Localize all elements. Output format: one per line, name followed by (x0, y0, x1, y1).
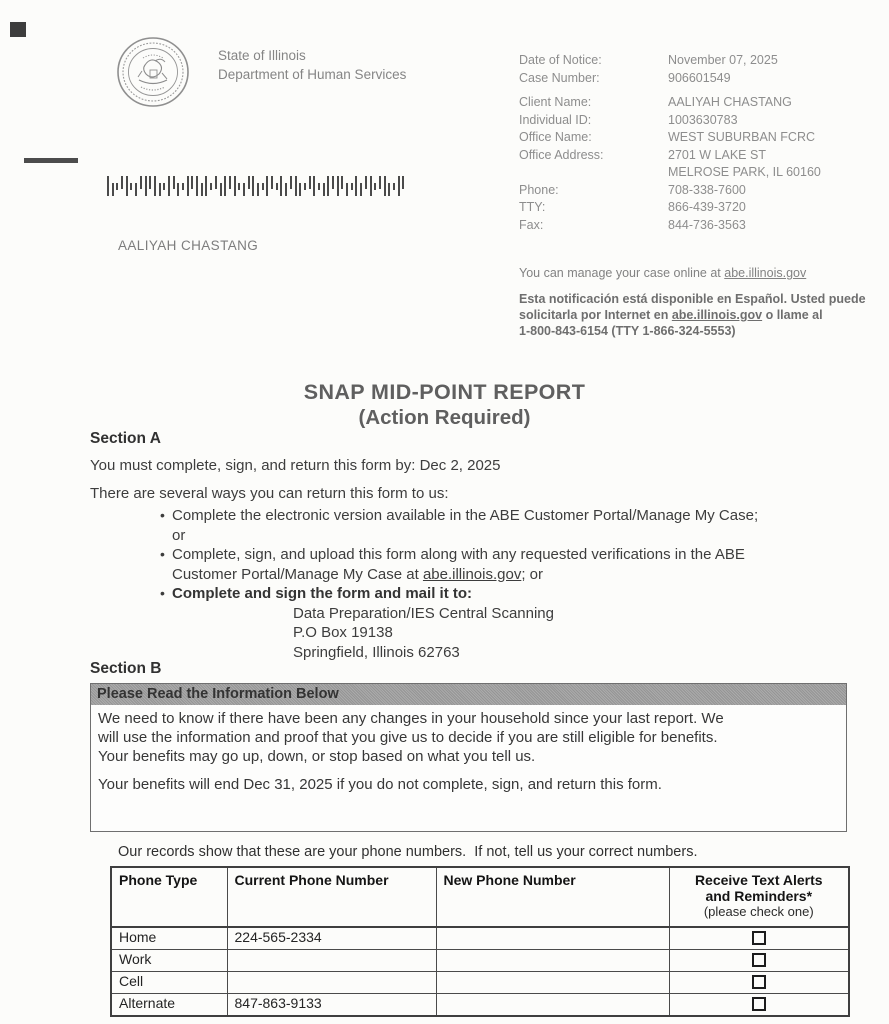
current-number-cell: 847-863-9133 (227, 994, 436, 1017)
section-a-heading: Section A (90, 430, 161, 447)
barcode-bar (398, 176, 400, 196)
header-alerts-line1: Receive Text Alerts (694, 872, 823, 888)
bullet-icon: • (160, 585, 165, 601)
notice-field-value: WEST SUBURBAN FCRC (668, 130, 816, 144)
barcode-bar (318, 183, 320, 190)
barcode-bar (374, 183, 376, 190)
notice-fields (519, 52, 889, 234)
phone-records-intro: Our records show that these are your phone numbers. If not, tell us your correct numbers. (118, 844, 698, 860)
important-info-box (90, 683, 847, 832)
header-alerts-line2: and Reminders* (705, 888, 813, 904)
text-alert-checkbox-cell (669, 927, 849, 950)
text-alert-checkbox-cell (669, 950, 849, 972)
info-box-header: Please Read the Information Below (91, 684, 846, 705)
mail-address-line: Data Preparation/IES Central Scanning (293, 604, 554, 622)
barcode-bar (309, 176, 311, 189)
text-alert-checkbox[interactable] (752, 997, 766, 1011)
barcode-bar (295, 176, 297, 196)
barcode-bar (285, 183, 287, 196)
bullet1-text (172, 506, 852, 545)
text-alert-checkbox[interactable] (752, 931, 766, 945)
manage-case-text: You can manage your case online at (519, 266, 725, 280)
info-p1-line1: We need to know if there have been any changes in your household since your last report. We (98, 710, 724, 727)
barcode-bar (145, 176, 147, 196)
bullet3-text (172, 584, 852, 662)
current-number-cell (227, 950, 436, 972)
notice-field-value: 866-439-3720 (668, 200, 746, 214)
phone-type-cell: Home (111, 927, 227, 950)
barcode-bar (252, 176, 254, 196)
spanish-line1: Esta notificación está disponible en Español. Usted puede (519, 292, 866, 306)
document-title (0, 380, 889, 430)
abe-portal-link-spanish[interactable]: abe.illinois.gov (671, 308, 763, 322)
barcode-bar (140, 176, 142, 189)
info-paragraph-1 (98, 709, 839, 766)
notice-field-row (519, 182, 889, 200)
list-item (160, 584, 852, 662)
bullet2-line1: Complete, sign, and upload this form along with any requested verifications in the ABE (172, 546, 745, 563)
barcode-bar (388, 183, 390, 196)
bullet2-text (172, 545, 852, 584)
barcode-bar (304, 183, 306, 190)
bullet1-line1: Complete the electronic version available in the ABE Customer Portal/Manage My Case; (172, 507, 759, 524)
recipient-name: AALIYAH CHASTANG (118, 238, 259, 253)
notice-field-row (519, 112, 889, 130)
mail-barcode (107, 176, 404, 196)
due-date-line: You must complete, sign, and return this form by: Dec 2, 2025 (90, 457, 501, 474)
letterhead (218, 46, 406, 84)
barcode-bar (154, 176, 156, 196)
text-alert-checkbox[interactable] (752, 975, 766, 989)
notice-field-value: November 07, 2025 (668, 53, 778, 67)
new-number-cell[interactable] (436, 927, 669, 950)
notice-field-label: Phone: (519, 182, 559, 197)
barcode-bar (290, 176, 292, 189)
barcode-bar (224, 176, 226, 196)
abe-portal-link-bullet[interactable]: abe.illinois.gov (422, 565, 522, 583)
bullet-icon: • (160, 546, 165, 562)
barcode-bar (229, 176, 231, 189)
barcode-bar (327, 176, 329, 196)
notice-field-row (519, 217, 889, 235)
barcode-bar (355, 176, 357, 196)
barcode-bar (116, 183, 118, 190)
table-header-row (111, 867, 849, 927)
barcode-bar (393, 183, 395, 190)
agency-name-line2: Department of Human Services (218, 67, 407, 82)
barcode-bar (271, 176, 273, 189)
barcode-bar (182, 183, 184, 190)
return-ways-intro: There are several ways you can return this form to us: (90, 485, 449, 502)
barcode-bar (323, 183, 325, 196)
bullet-icon: • (160, 507, 165, 523)
illinois-state-seal-icon (115, 35, 191, 109)
barcode-bar (107, 176, 109, 196)
notice-field-label: Office Name: (519, 130, 592, 144)
header-text-alerts (669, 867, 849, 927)
scan-registration-mark (10, 22, 26, 37)
notice-field-row (519, 94, 889, 112)
table-row (111, 927, 849, 950)
barcode-bar (341, 176, 343, 189)
barcode-bar (280, 176, 282, 196)
barcode-bar (243, 183, 245, 196)
barcode-bar (299, 183, 301, 196)
notice-field-label: Office Address: (519, 147, 604, 162)
notice-field-label: Date of Notice: (519, 53, 602, 67)
notice-field-value: 2701 W LAKE ST (668, 147, 766, 162)
notice-field-label: TTY: (519, 200, 546, 214)
phone-type-cell: Work (111, 950, 227, 972)
barcode-bar (210, 183, 212, 190)
barcode-bar (360, 183, 362, 196)
text-alert-checkbox[interactable] (752, 953, 766, 967)
barcode-bar (187, 176, 189, 196)
barcode-bar (168, 176, 170, 196)
notice-field-label (519, 164, 668, 182)
header-phone-type: Phone Type (111, 867, 227, 927)
barcode-bar (205, 176, 207, 196)
notice-field-row (519, 199, 889, 217)
bullet2-line2-prefix: Customer Portal/Manage My Case at (172, 565, 423, 583)
barcode-bar (220, 183, 222, 196)
spanish-line2-suffix: o llame al (762, 308, 823, 322)
notice-field-row (519, 164, 889, 182)
new-number-cell[interactable] (436, 972, 669, 994)
notice-field-row (519, 147, 889, 165)
text-alert-checkbox-cell (669, 994, 849, 1017)
barcode-bar (130, 183, 132, 190)
phone-type-cell: Alternate (111, 994, 227, 1017)
barcode-bar (196, 176, 198, 196)
barcode-bar (370, 176, 372, 196)
barcode-bar (266, 176, 268, 196)
barcode-bar (121, 176, 123, 189)
barcode-bar (234, 176, 236, 196)
barcode-bar (313, 176, 315, 196)
notice-field-label: Case Number: (519, 70, 600, 85)
bullet3-line: Complete and sign the form and mail it to: (172, 585, 473, 602)
title-line2: (Action Required) (358, 406, 531, 429)
barcode-bar (191, 176, 193, 189)
section-b-heading: Section B (90, 660, 162, 677)
barcode-bar (112, 183, 114, 196)
barcode-bar (126, 176, 128, 196)
table-row (111, 972, 849, 994)
text-alert-checkbox-cell (669, 972, 849, 994)
phone-type-cell: Cell (111, 972, 227, 994)
mail-address-line: Springfield, Illinois 62763 (293, 643, 460, 661)
scan-dash-mark (24, 158, 78, 163)
info-paragraph-2: Your benefits will end Dec 31, 2025 if you do not complete, sign, and return this form. (98, 776, 662, 793)
title-line1: SNAP MID-POINT REPORT (303, 380, 586, 404)
barcode-bar (332, 176, 334, 189)
barcode-bar (177, 183, 179, 196)
barcode-bar (173, 176, 175, 189)
bullet2-line2 (172, 565, 852, 585)
list-item (160, 545, 852, 584)
barcode-bar (248, 176, 250, 189)
notice-field-value: AALIYAH CHASTANG (668, 95, 792, 109)
barcode-bar (238, 183, 240, 190)
barcode-bar (159, 183, 161, 196)
notice-field-label: Client Name: (519, 95, 592, 109)
barcode-bar (163, 183, 165, 190)
agency-name-line1: State of Illinois (218, 48, 306, 63)
spanish-line3: 1-800-843-6154 (TTY 1-866-324-5553) (519, 324, 736, 338)
barcode-bar (135, 183, 137, 196)
info-p1-line2: will use the information and proof that you give us to decide if you are still eligible for benefits. (98, 729, 718, 746)
barcode-bar (257, 183, 259, 196)
barcode-bar (346, 183, 348, 196)
barcode-bar (149, 176, 151, 189)
bullet2-suffix: ; or (521, 565, 544, 583)
mail-address (293, 604, 852, 663)
notice-field-value: 1003630783 (668, 112, 738, 127)
notice-field-value: 844-736-3563 (668, 217, 746, 232)
header-new-number: New Phone Number (436, 867, 669, 927)
notice-field-value: 708-338-7600 (668, 182, 746, 197)
info-p1-line3: Your benefits may go up, down, or stop based on what you tell us. (98, 748, 536, 765)
table-row (111, 994, 849, 1017)
spanish-line2 (519, 307, 889, 323)
list-item (160, 506, 852, 545)
notice-field-label: Fax: (519, 217, 544, 232)
manage-case-line (519, 266, 806, 280)
spanish-line2-prefix: solicitarla por Internet en (519, 308, 672, 322)
phone-table-body (111, 927, 849, 1016)
new-number-cell[interactable] (436, 950, 669, 972)
new-number-cell[interactable] (436, 994, 669, 1017)
header-current-number: Current Phone Number (227, 867, 436, 927)
mail-address-line: P.O Box 19138 (293, 624, 393, 641)
barcode-bar (402, 176, 404, 189)
barcode-bar (351, 183, 353, 190)
notice-field-value: 906601549 (668, 70, 731, 85)
barcode-bar (276, 183, 278, 190)
table-row (111, 950, 849, 972)
barcode-bar (215, 176, 217, 189)
current-number-cell: 224-565-2334 (227, 927, 436, 950)
barcode-bar (201, 183, 203, 196)
abe-portal-link[interactable]: abe.illinois.gov (724, 266, 807, 280)
barcode-bar (379, 176, 381, 189)
barcode-bar (365, 176, 367, 189)
phone-numbers-table (110, 866, 850, 1017)
notice-field-label: Individual ID: (519, 112, 592, 127)
notice-field-row (519, 70, 889, 88)
header-alerts-line3: (please check one) (703, 904, 814, 919)
spanish-notice (519, 291, 889, 339)
bullet1-line2: or (172, 526, 186, 544)
barcode-bar (337, 176, 339, 196)
barcode-bar (262, 183, 264, 190)
notice-field-value: MELROSE PARK, IL 60160 (668, 165, 821, 179)
notice-field-row (519, 129, 889, 147)
barcode-bar (384, 176, 386, 196)
notice-field-row (519, 52, 889, 70)
return-options-list (160, 506, 852, 662)
current-number-cell (227, 972, 436, 994)
